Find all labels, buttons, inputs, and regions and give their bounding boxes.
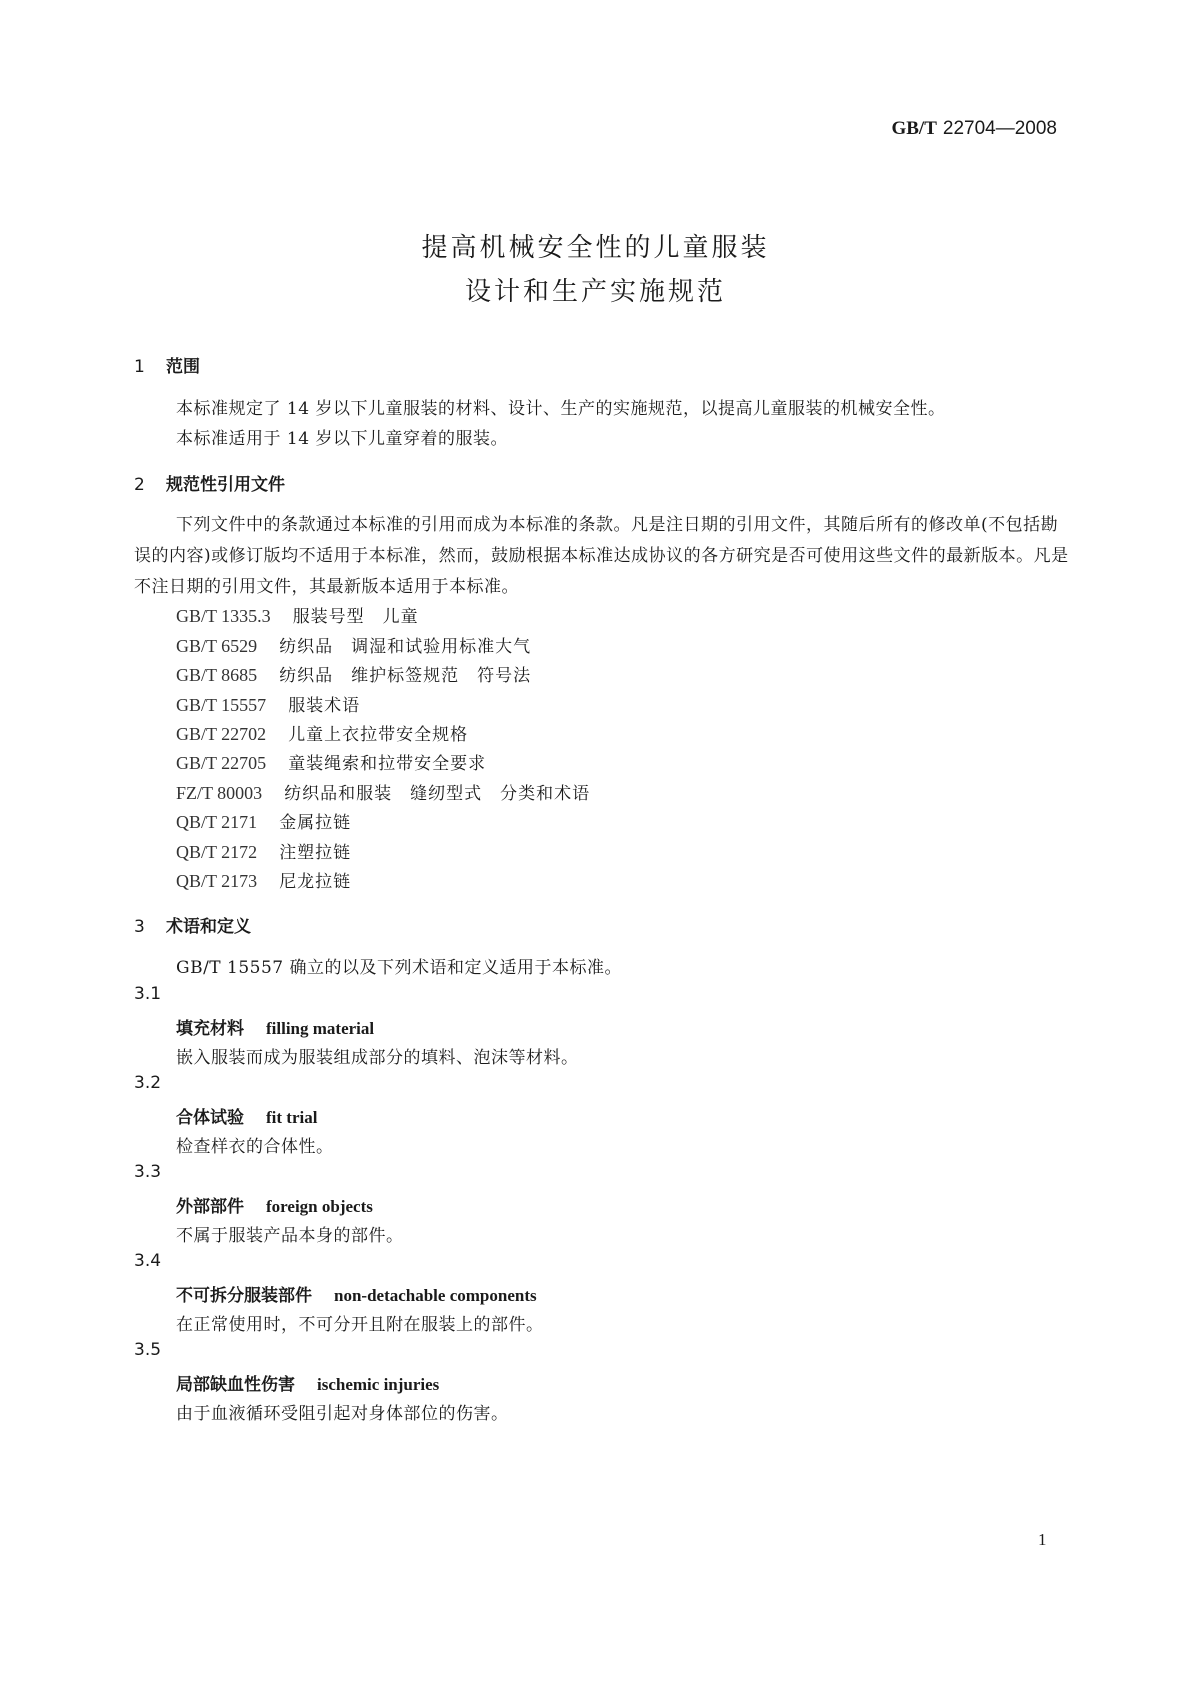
section-title: 术语和定义 <box>166 917 251 937</box>
section-3-heading <box>134 912 251 937</box>
reference-code: GB/T 8685 <box>176 665 258 685</box>
title-line-1: 提高机械安全性的儿童服装 <box>421 233 770 263</box>
term-zh: 局部缺血性伤害 <box>176 1375 295 1395</box>
reference-item <box>176 838 351 863</box>
reference-title: 纺织品 维护标签规范 符号法 <box>279 666 532 686</box>
term-heading <box>176 1370 439 1395</box>
term-heading <box>176 1103 317 1128</box>
reference-title: 注塑拉链 <box>279 843 352 863</box>
reference-title: 金属拉链 <box>279 813 352 833</box>
reference-item <box>176 749 486 774</box>
reference-item <box>176 661 531 686</box>
reference-title: 服装号型 儿童 <box>292 607 419 627</box>
term-number: 3.5 <box>134 1340 162 1360</box>
term-zh: 合体试验 <box>176 1108 244 1128</box>
reference-item <box>176 867 351 892</box>
term-en: foreign objects <box>266 1197 373 1216</box>
section-title: 规范性引用文件 <box>166 475 285 495</box>
reference-code: GB/T 22705 <box>176 753 267 773</box>
term-definition: 不属于服装产品本身的部件。 <box>176 1226 404 1246</box>
term-definition: 在正常使用时，不可分开且附在服装上的部件。 <box>176 1315 544 1335</box>
section-1-paragraph-2: 本标准适用于 14 岁以下儿童穿着的服装。 <box>176 429 508 449</box>
reference-item <box>176 691 360 716</box>
reference-code: GB/T 1335.3 <box>176 606 271 626</box>
reference-code: GB/T 6529 <box>176 636 258 656</box>
reference-code: QB/T 2171 <box>176 812 258 832</box>
term-definition: 嵌入服装而成为服装组成部分的填料、泡沫等材料。 <box>176 1048 579 1068</box>
title-line-2: 设计和生产实施规范 <box>464 277 726 307</box>
reference-code: GB/T 22702 <box>176 724 267 744</box>
term-definition: 检查样衣的合体性。 <box>176 1137 334 1157</box>
term-zh: 填充材料 <box>176 1019 244 1039</box>
term-en: non-detachable components <box>334 1286 537 1305</box>
reference-title: 童装绳索和拉带安全要求 <box>288 754 487 774</box>
reference-title: 尼龙拉链 <box>279 872 352 892</box>
reference-code: QB/T 2173 <box>176 871 258 891</box>
term-heading <box>176 1014 374 1039</box>
standard-number: 22704—2008 <box>942 118 1057 139</box>
reference-code: GB/T 15557 <box>176 695 267 715</box>
standard-prefix: GB/T <box>891 118 937 139</box>
reference-title: 服装术语 <box>288 696 361 716</box>
section-1-heading <box>134 352 200 377</box>
reference-item <box>176 632 531 657</box>
standard-code <box>891 118 1057 140</box>
reference-title: 纺织品和服装 缝纫型式 分类和术语 <box>284 784 591 804</box>
term-en: filling material <box>266 1019 375 1038</box>
term-heading <box>176 1192 373 1217</box>
document-title <box>0 226 1191 314</box>
term-zh: 不可拆分服装部件 <box>176 1286 312 1306</box>
term-zh: 外部部件 <box>176 1197 244 1217</box>
page-number: 1 <box>1038 1530 1047 1549</box>
reference-item <box>176 779 590 804</box>
reference-code: FZ/T 80003 <box>176 783 263 803</box>
term-definition: 由于血液循环受阻引起对身体部位的伤害。 <box>176 1404 509 1424</box>
term-en: fit trial <box>266 1108 318 1127</box>
reference-title: 儿童上衣拉带安全规格 <box>288 725 469 745</box>
term-number: 3.3 <box>134 1162 162 1182</box>
term-heading <box>176 1281 537 1306</box>
section-number: 1 <box>134 357 145 377</box>
term-number: 3.1 <box>134 984 162 1004</box>
term-en: ischemic injuries <box>317 1375 440 1394</box>
section-3-intro: GB/T 15557 确立的以及下列术语和定义适用于本标准。 <box>176 958 623 978</box>
reference-item <box>176 720 468 745</box>
section-number: 2 <box>134 475 145 495</box>
section-2-heading <box>134 470 285 495</box>
reference-item <box>176 602 419 627</box>
reference-title: 纺织品 调湿和试验用标准大气 <box>279 637 532 657</box>
section-2-intro: 下列文件中的条款通过本标准的引用而成为本标准的条款。凡是注日期的引用文件，其随后所有的修改单(不包括勘误的内容)或修订版均不适用于本标准，然而，鼓励根据本标准达成协议的各方研究是否可使用这些文件的最新版本。凡是不注日期的引用文件，其最新版本适用于本标准。 <box>134 515 1069 597</box>
term-number: 3.2 <box>134 1073 162 1093</box>
section-number: 3 <box>134 917 145 937</box>
section-1-paragraph-1: 本标准规定了 14 岁以下儿童服装的材料、设计、生产的实施规范，以提高儿童服装的机械安全性。 <box>176 399 946 419</box>
section-title: 范围 <box>166 357 200 377</box>
reference-item <box>176 808 351 833</box>
reference-code: QB/T 2172 <box>176 842 258 862</box>
term-number: 3.4 <box>134 1251 162 1271</box>
